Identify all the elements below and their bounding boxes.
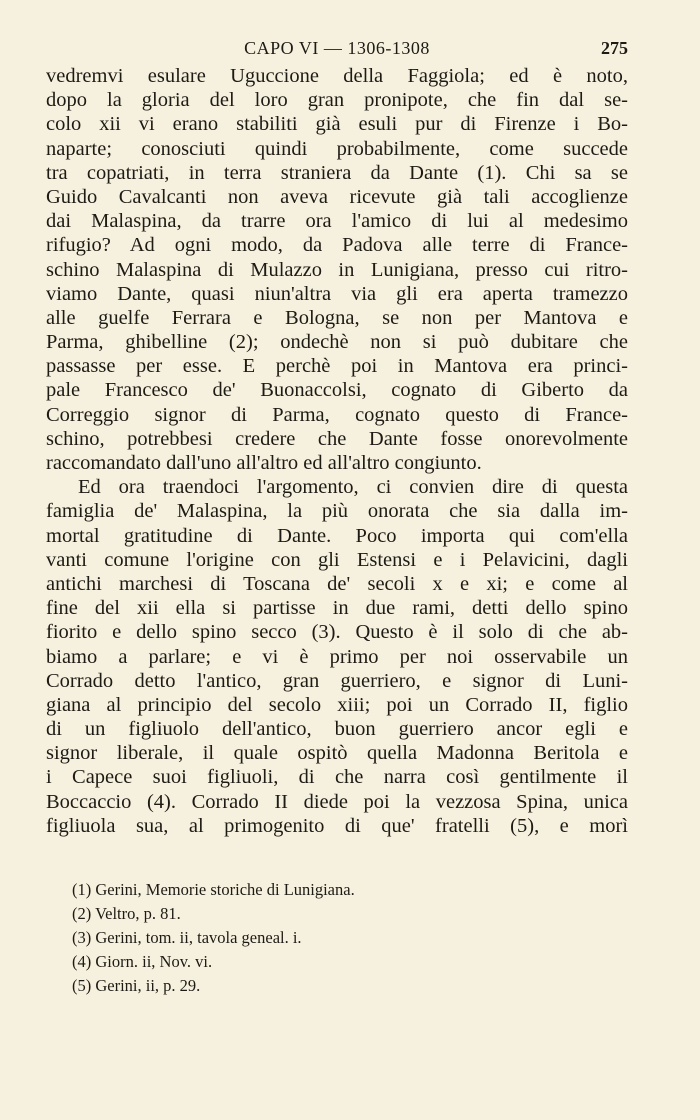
- text-line: colo xii vi erano stabiliti già esuli pur di Firenze i Bo-: [46, 113, 628, 136]
- running-title: CAPO VI — 1306-1308: [244, 38, 430, 58]
- footnote: (1) Gerini, Memorie storiche di Lunigiana.: [72, 880, 355, 899]
- text-line: Guido Cavalcanti non aveva ricevute già tali accoglienze: [46, 185, 628, 208]
- text-line: schino, potrebbesi credere che Dante fosse onorevolmente: [46, 427, 628, 450]
- text-line: rifugio? Ad ogni modo, da Padova alle terre di France-: [46, 234, 628, 257]
- text-line: mortal gratitudine di Dante. Poco importa qui com'ella: [46, 524, 628, 547]
- text-line: Parma, ghibelline (2); ondechè non si può dubitare che: [46, 331, 628, 354]
- text-line: di un figliuolo dell'antico, buon guerriero ancor egli e: [46, 718, 628, 741]
- text-line: alle guelfe Ferrara e Bologna, se non per Mantova e: [46, 306, 628, 329]
- footnotes: [72, 878, 572, 998]
- text-line: figliuola sua, al primogenito di que' fratelli (5), e morì: [46, 814, 628, 837]
- footnote: (3) Gerini, tom. ii, tavola geneal. i.: [72, 928, 302, 947]
- text-line: raccomandato dall'uno all'altro ed all'altro congiunto.: [46, 452, 482, 474]
- running-header: [46, 38, 628, 64]
- text-line: pale Francesco de' Buonaccolsi, cognato di Giberto da: [46, 379, 628, 402]
- body-text: [46, 64, 628, 838]
- text-line: signor liberale, il quale ospitò quella Madonna Beritola e: [46, 742, 628, 765]
- text-line: fiorito e dello spino secco (3). Questo è il solo di che ab-: [46, 621, 628, 644]
- text-line: Ed ora traendoci l'argomento, ci convien dire di questa: [78, 476, 628, 499]
- text-line: dopo la gloria del loro gran pronipote, che fin dal se-: [46, 89, 628, 112]
- footnote: (4) Giorn. ii, Nov. vi.: [72, 952, 213, 971]
- text-line: giana al principio del secolo xiii; poi un Corrado II, figlio: [46, 693, 628, 716]
- text-line: Corrado detto l'antico, gran guerriero, e signor di Luni-: [46, 669, 628, 692]
- footnote: (5) Gerini, ii, p. 29.: [72, 976, 201, 995]
- text-line: passasse per esse. E perchè poi in Mantova era princi-: [46, 355, 628, 378]
- text-line: dai Malaspina, da trarre ora l'amico di lui al medesimo: [46, 210, 628, 233]
- text-line: antichi marchesi di Toscana de' secoli x e xi; e come al: [46, 572, 628, 595]
- text-line: biamo a parlare; e vi è primo per noi osservabile un: [46, 645, 628, 668]
- text-line: Correggio signor di Parma, cognato questo di France-: [46, 403, 628, 426]
- text-line: tra copatriati, in terra straniera da Dante (1). Chi sa se: [46, 161, 628, 184]
- text-line: schino Malaspina di Mulazzo in Lunigiana, presso cui ritro-: [46, 258, 628, 281]
- text-line: fine del xii ella si partisse in due rami, detti dello spino: [46, 597, 628, 620]
- text-line: Boccaccio (4). Corrado II diede poi la vezzosa Spina, unica: [46, 790, 628, 813]
- text-line: famiglia de' Malaspina, la più onorata che sia dalla im-: [46, 500, 628, 523]
- text-line: i Capece suoi figliuoli, di che narra così gentilmente il: [46, 766, 628, 789]
- text-line: vanti comune l'origine con gli Estensi e i Pelavicini, dagli: [46, 548, 628, 571]
- text-line: vedremvi esulare Uguccione della Faggiola; ed è noto,: [46, 65, 628, 87]
- footnote: (2) Veltro, p. 81.: [72, 904, 181, 923]
- text-line: naparte; conosciuti quindi probabilmente, come succede: [46, 137, 628, 160]
- text-line: viamo Dante, quasi niun'altra via gli era aperta tramezzo: [46, 282, 628, 305]
- page-number: 275: [601, 38, 628, 58]
